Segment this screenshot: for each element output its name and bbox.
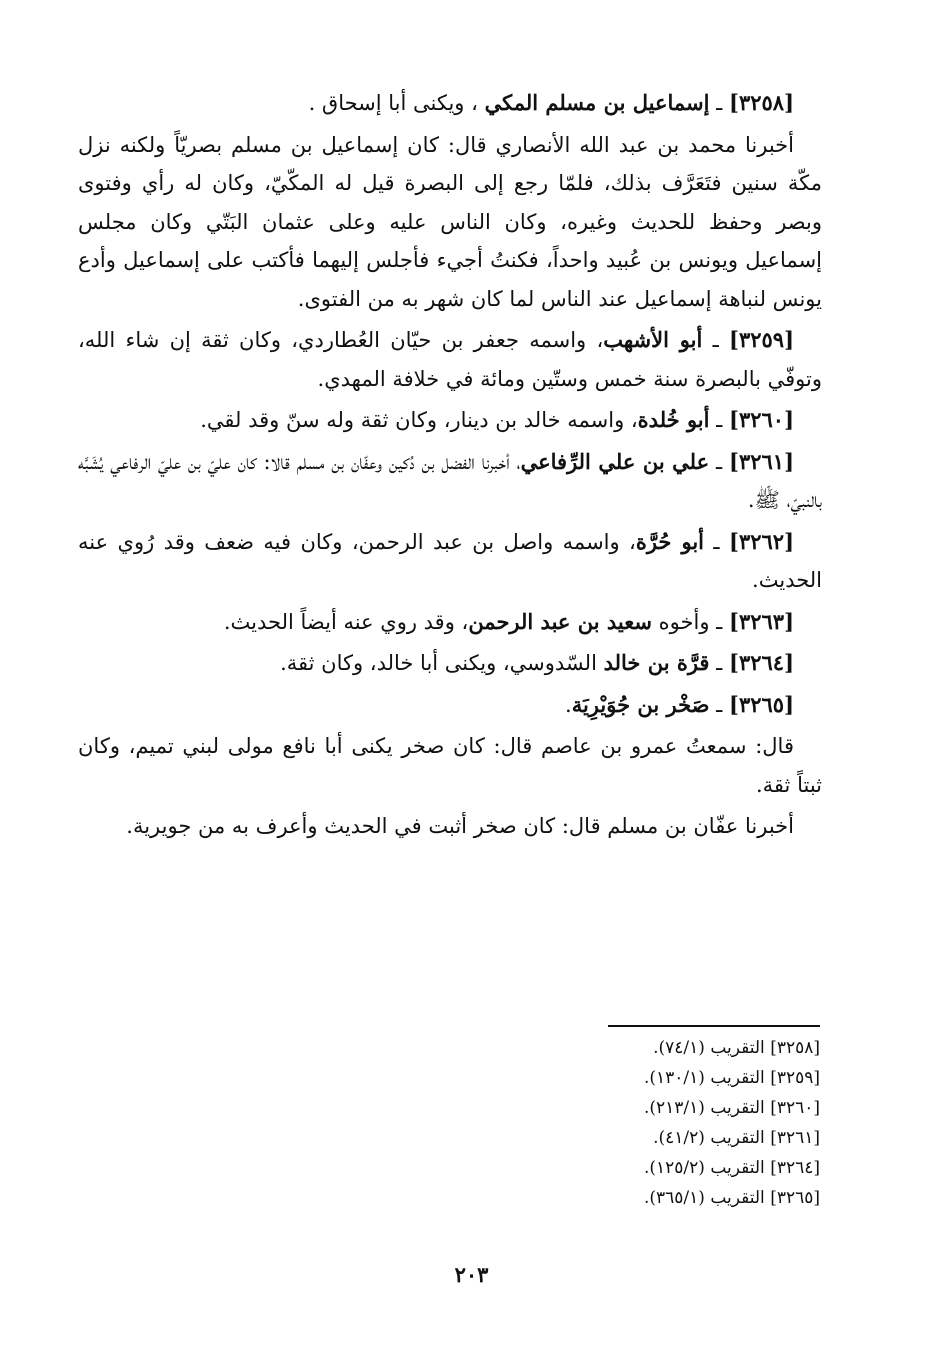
footnote	[500, 1123, 820, 1153]
entry-number: [٣٢٦٥]	[729, 691, 794, 717]
entry-text: ، أخبرنا الفضل بن دُكين وعفّان بن مسلم قالا: كان عليّ بن عليّ الرفاعي يُشَبَّه بالنبيّ، ﷺ.	[78, 449, 822, 512]
entry-3263: [٣٢٦٣] ـ وأخوه سعيد بن عبد الرحمن، وقد روي عنه أيضاً الحديث.	[223, 608, 794, 634]
entry-number: [٣٢٦١]	[729, 448, 794, 474]
entry-name: صَخْر بن جُوَيْرِيَة	[571, 691, 710, 717]
entry-prefix: وأخوه	[658, 609, 710, 634]
document-body	[78, 84, 822, 849]
entry-3265: [٣٢٦٥] ـ صَخْر بن جُوَيْرِيَة.	[565, 691, 794, 717]
footnote-divider	[608, 1025, 820, 1027]
entry-number: [٣٢٦٤]	[729, 650, 794, 675]
entry-number: [٣٢٥٩]	[729, 327, 794, 352]
entry-name: أبو حُرَّة	[635, 528, 704, 554]
entry-number: [٣٢٦٠]	[729, 407, 794, 432]
entry-number: [٣٢٦٢]	[729, 528, 794, 554]
entry-name: قرَّة بن خالد	[603, 650, 710, 675]
entry-3258: [٣٢٥٨] ـ إسماعيل بن مسلم المكي ، ويكنى أبا إسحاق .	[308, 90, 794, 115]
entry-3260: [٣٢٦٠] ـ أبو خُلدة، واسمه خالد بن دينار، وكان ثقة وله سنّ وقد لقي.	[200, 407, 794, 432]
paragraph: قال: سمعتُ عمرو بن عاصم قال: كان صخر يكنى أبا نافع مولى لبني تميم، وكان ثبتاً ثقة.	[78, 734, 822, 797]
entry-number: [٣٢٥٨]	[729, 90, 794, 115]
footnote-text: التقريب (٣٦٥/١).	[643, 1188, 765, 1208]
footnote-text: التقريب (٤١/٢).	[653, 1128, 765, 1148]
entry-text: ، وقد روي عنه أيضاً الحديث.	[223, 609, 469, 634]
footnote-text: التقريب (٢١٣/١).	[643, 1098, 765, 1118]
entry-3261: [٣٢٦١] ـ علي بن علي الرِّفاعي، أخبرنا الفضل بن دُكين وعفّان بن مسلم قالا: كان عليّ بن عليّ الرفاعي يُشَبَّه بالنبيّ، ﷺ.	[78, 448, 822, 512]
footnote-text: التقريب (١٣٠/١).	[643, 1068, 765, 1088]
footnote-text: التقريب (١٢٥/٢).	[643, 1158, 765, 1178]
entry-text: ، واسمه جعفر بن حيّان العُطاردي، وكان ثقة إن شاء الله، وتوفّي بالبصرة سنة خمس وستّين ومائة في خلافة المهدي.	[78, 328, 822, 391]
footnote-text: التقريب (٧٤/١).	[653, 1038, 765, 1058]
paragraph: أخبرنا عفّان بن مسلم قال: كان صخر أثبت في الحديث وأعرف به من جويرية.	[126, 814, 794, 838]
entry-name: سعيد بن عبد الرحمن	[468, 608, 652, 634]
page-number: ٢٠٣	[454, 1262, 489, 1287]
entry-number: [٣٢٦٣]	[729, 608, 794, 634]
paragraph: أخبرنا محمد بن عبد الله الأنصاري قال: كان إسماعيل بن مسلم بصريّاً ولكنه نزل مكّة سنين فتَعَرَّف بذلك، فلمّا رجع إلى البصرة قيل له المكّيّ، وكان له رأي وفتوى وبصر وحفظ للحديث وغيره، وكان الناس عليه وعلى عثمان البَتّي وكان مجلس إسماعيل ويونس بن عُبيد واحداً، فكنتُ أجيء فأجلس إليهما فأكتب على إسماعيل وأدع يونس لنباهة إسماعيل عند الناس لما كان شهر به من الفتوى.	[78, 132, 822, 311]
entry-name: علي بن علي الرِّفاعي	[520, 448, 710, 474]
footnote	[500, 1033, 820, 1063]
footnote	[500, 1093, 820, 1123]
entry-text: ، واسمه واصل بن عبد الرحمن، وكان فيه ضعف وقد رُوي عنه الحديث.	[78, 529, 822, 592]
entry-3259: [٣٢٥٩] ـ أبو الأشهب، واسمه جعفر بن حيّان العُطاردي، وكان ثقة إن شاء الله، وتوفّي بالبصرة سنة خمس وستّين ومائة في خلافة المهدي.	[78, 327, 822, 391]
entry-3264: [٣٢٦٤] ـ قرَّة بن خالد السّدوسي، ويكنى أبا خالد، وكان ثقة.	[280, 650, 794, 675]
footnote-number: [٣٢٦٤]	[770, 1158, 820, 1178]
entry-text: ، ويكنى أبا إسحاق .	[308, 91, 478, 115]
entry-text: السّدوسي، ويكنى أبا خالد، وكان ثقة.	[280, 651, 597, 675]
entry-3262: [٣٢٦٢] ـ أبو حُرَّة، واسمه واصل بن عبد الرحمن، وكان فيه ضعف وقد رُوي عنه الحديث.	[78, 528, 822, 592]
footnote-number: [٣٢٥٨]	[770, 1038, 820, 1058]
footnote-number: [٣٢٥٩]	[770, 1068, 820, 1088]
footnote-number: [٣٢٦٥]	[770, 1188, 820, 1208]
entry-name: أبو الأشهب	[603, 327, 703, 352]
entry-text: .	[565, 692, 572, 717]
footnote	[500, 1183, 820, 1213]
footnote-number: [٣٢٦٠]	[770, 1098, 820, 1118]
footnote	[500, 1063, 820, 1093]
entry-name: أبو خُلدة	[637, 407, 710, 432]
footnotes	[500, 1033, 820, 1213]
entry-name: إسماعيل بن مسلم المكي	[484, 90, 710, 115]
footnote	[500, 1153, 820, 1183]
entry-text: ، واسمه خالد بن دينار، وكان ثقة وله سنّ وقد لقي.	[200, 408, 638, 432]
footnote-number: [٣٢٦١]	[770, 1128, 820, 1148]
